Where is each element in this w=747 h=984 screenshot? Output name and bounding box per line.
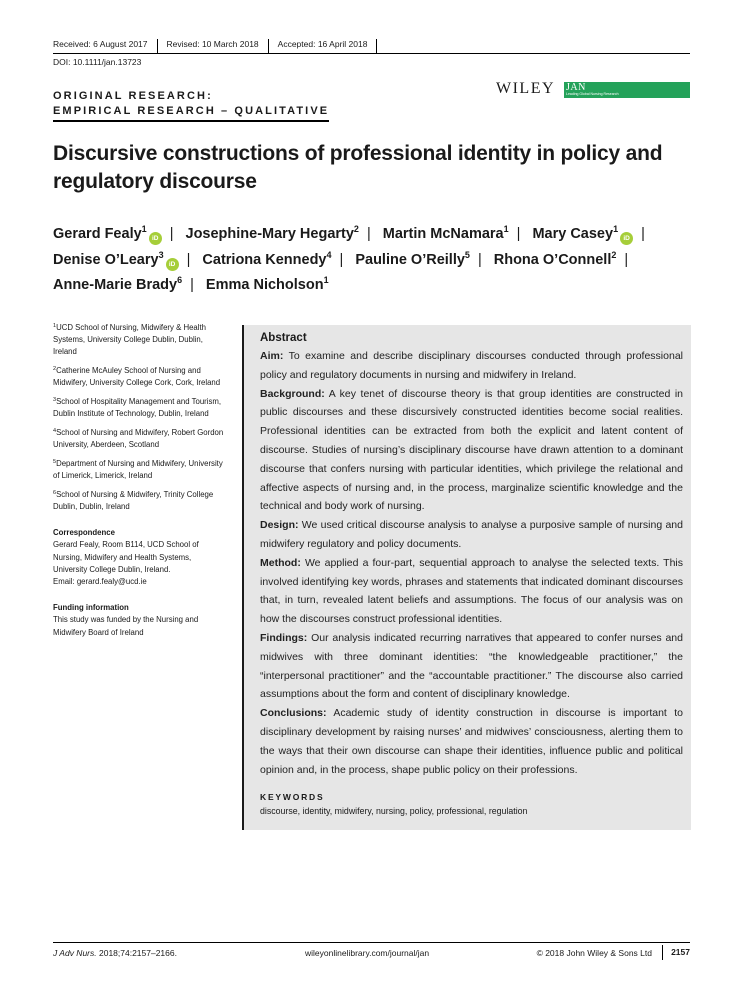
author-name: Martin McNamara [382,226,504,242]
author-name: Gerard Fealy [53,226,142,242]
page-footer [53,942,690,960]
affiliation-number: 1 [53,323,57,329]
author-item[interactable] [355,249,470,268]
author-item[interactable] [383,226,509,242]
affiliation-number: 6 [53,489,57,496]
abstract-section-text: To examine and describe disciplinary discourses conducted through professional policy and regulatory documents in nursing and midwifery in Ireland. [260,350,683,381]
author-item[interactable] [532,226,633,242]
author-affil-number: 1 [613,224,619,234]
correspondence-email[interactable]: Email: gerard.fealy@ucd.ie [53,576,147,586]
affiliation-number: 3 [53,397,57,404]
orcid-icon[interactable]: iD [149,232,162,245]
author-affil-number: 1 [141,224,147,234]
footer-url[interactable]: wileyonlinelibrary.com/journal/jan [305,948,430,958]
affiliation-item [53,365,225,389]
author-separator: | [339,251,344,268]
author-separator: | [641,226,645,242]
author-item[interactable] [202,249,332,268]
revised-date: Revised: 10 March 2018 [157,39,268,53]
abstract-section-label: Aim: [260,350,284,362]
footer-volume: 2018;74:2157–2166. [96,948,177,958]
affiliation-text: UCD School of Nursing, Midwifery & Health Systems, University College Dublin, Dublin, Ireland [53,323,206,357]
author-separator: | [186,251,191,268]
funding-text: This study was funded by the Nursing and Midwifery Board of Ireland [53,615,199,637]
article-title: Discursive constructions of professional identity in policy and regulatory discourse [53,142,663,193]
section-line1: ORIGINAL RESEARCH: [53,90,213,102]
sidebar-info [53,322,225,639]
orcid-icon[interactable]: iD [620,232,633,245]
author-affil-number: 4 [326,249,332,260]
author-name: Mary Casey [532,226,614,242]
affiliation-text: Catherine McAuley School of Nursing and Midwifery, University College Cork, Cork, Ireland [53,366,221,388]
author-item[interactable] [53,249,179,268]
author-name: Josephine-Mary Hegarty [185,226,354,242]
author-separator: | [190,277,194,293]
author-name: Pauline O’Reilly [355,251,465,268]
author-affil-number: 2 [611,249,617,260]
affiliation-number: 2 [53,366,57,373]
affiliation-text: School of Nursing & Midwifery, Trinity College Dublin, Dublin, Ireland [53,489,214,511]
abstract-section [260,704,683,779]
affiliation-number: 4 [53,427,57,434]
author-affil-number: 1 [503,224,509,234]
abstract-section-text: We used critical discourse analysis to analyse a purposive sample of nursing and midwifery regulatory and policy documents. [260,519,683,550]
author-separator: | [366,226,371,242]
accepted-date: Accepted: 16 April 2018 [268,39,377,53]
author-item[interactable] [186,226,359,242]
keywords-heading: KEYWORDS [260,792,325,803]
affiliation-item [53,458,225,482]
author-item[interactable] [53,277,182,293]
abstract-section-label: Method: [260,556,301,569]
abstract-section [260,554,683,629]
correspondence-text: Gerard Fealy, Room B114, UCD School of Nursing, Midwifery and Health Systems, University College Dublin, Ireland. [53,540,199,574]
jan-logo-subtext: Leading Global Nursing Research [566,92,619,96]
affiliation-item [53,322,225,359]
keywords-list: discourse, identity, midwifery, nursing, policy, professional, regulation [260,806,528,817]
abstract-section [260,385,683,517]
footer-citation [53,948,177,958]
abstract-section [260,629,683,704]
affiliation-list [53,322,225,513]
received-date: Received: 6 August 2017 [53,38,148,49]
affiliation-item [53,489,225,513]
footer-copyright: © 2018 John Wiley & Sons Ltd [536,948,652,958]
abstract-section [260,347,683,385]
author-name: Denise O’Leary [53,251,159,268]
author-name: Catriona Kennedy [202,251,327,268]
doi-link[interactable]: DOI: 10.1111/jan.13723 [53,57,142,67]
author-name: Emma Nicholson [205,277,324,293]
page-number: 2157 [662,945,690,960]
affiliation-number: 5 [53,458,57,465]
jan-logo-text: JAN [566,82,586,93]
section-line2: EMPIRICAL RESEARCH – QUALITATIVE [53,104,329,122]
abstract-body [260,347,683,779]
abstract-section-label: Background: [260,387,325,400]
abstract-section-label: Conclusions: [260,707,327,720]
affiliation-item [53,427,225,451]
article-dates [53,38,690,54]
author-name: Rhona O’Connell [493,251,612,268]
affiliation-text: School of Hospitality Management and Tourism, Dublin Institute of Technology, Dublin, Ireland [53,397,222,419]
author-separator: | [516,226,521,242]
abstract-section-text: We applied a four-part, sequential approach to analyse the selected texts. This involved identifying key words, phrases and statements that indicated dominant discourses that, in turn, revealed latent beliefs and assumptions. The focus of our analysis was on how the discourses construct professional identities. [260,556,683,626]
abstract-section-text: A key tenet of discourse theory is that group identities are constructed in public discourses and these discursively constructed identities become social realities. Professional identities can be extracted from both the explicit and latent content of discourse. Studies of nursing’s disciplinary discourse have drawn attention to a dominant discourse that confers nursing with particular identities, which privilege the relational and affective aspects of nursing and, in the process, marginalize scientific knowledge and the technical and body work of nursing. [260,387,683,513]
abstract-section-text: Our analysis indicated recurring narratives that appeared to confer nurses and midwives with three dominant identities: “the knowledgeable practitioner,” the “interpersonal practitioner” and the “accountable practitioner.” The discourse also carried assumptions about the form and content of disciplinary knowledge. [260,631,683,701]
abstract-box [242,325,691,830]
author-affil-number: 2 [353,224,359,234]
author-separator: | [477,251,482,268]
footer-journal-name: J Adv Nurs. [53,948,97,958]
abstract-section [260,516,683,554]
funding-heading: Funding information [53,603,129,613]
correspondence-heading: Correspondence [53,528,115,538]
wiley-logo: WILEY [496,80,556,97]
author-affil-number: 5 [464,249,470,260]
author-name: Anne-Marie Brady [53,277,178,293]
affiliation-text: School of Nursing and Midwifery, Robert Gordon University, Aberdeen, Scotland [53,427,224,450]
author-separator: | [169,226,174,242]
abstract-heading: Abstract [260,332,307,344]
author-list [53,222,703,299]
abstract-section-label: Design: [260,519,299,532]
author-affil-number: 6 [177,275,183,285]
author-separator: | [624,251,629,268]
abstract-section-text: Academic study of identity construction in discourse is important to disciplinary development by raising nurses’ and midwives’ consciousness, alerting them to the ways that their own discourse can shape their identities, influence public and political opinion and, in the process, shape public policy on their professions. [260,707,683,776]
affiliation-text: Department of Nursing and Midwifery, University of Limerick, Limerick, Ireland [53,458,223,481]
author-item[interactable] [493,249,617,268]
author-item[interactable] [53,226,162,242]
author-affil-number: 3 [158,249,164,260]
author-item[interactable] [206,277,329,293]
article-section [53,89,329,122]
affiliation-item [53,396,225,420]
orcid-icon[interactable]: iD [166,258,179,271]
jan-journal-logo [564,82,690,98]
abstract-section-label: Findings: [260,631,308,644]
author-affil-number: 1 [323,275,329,285]
